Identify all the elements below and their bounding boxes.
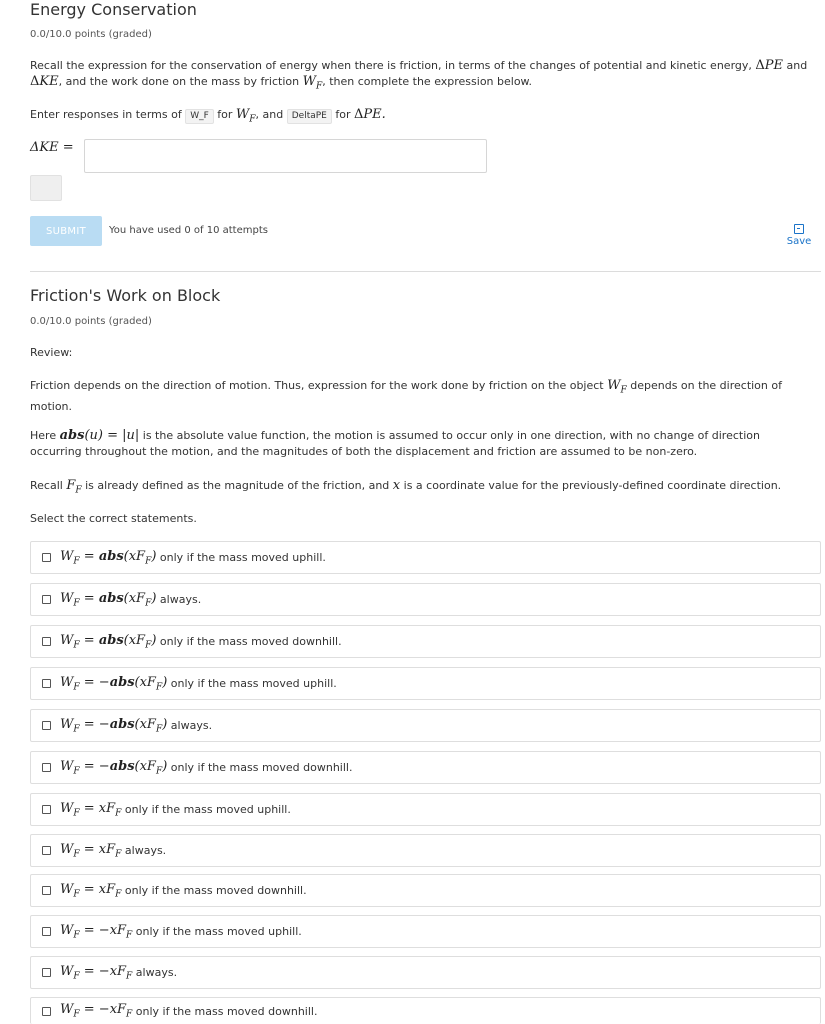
choice-option[interactable] — [30, 625, 821, 658]
problem-prompt: Recall the expression for the conservation of energy when there is friction, in terms of the changes of potential and kinetic energy, ΔPE and ΔKE, and the work done on the mass by friction $W_F$, then complete the expression below. — [30, 58, 808, 92]
choice-option[interactable] — [30, 709, 821, 742]
checkbox[interactable] — [42, 763, 51, 772]
checkbox[interactable] — [42, 805, 51, 814]
choice-option[interactable] — [30, 874, 821, 907]
checkbox[interactable] — [42, 968, 51, 977]
choice-option[interactable] — [30, 997, 821, 1024]
choice-text: always. — [135, 966, 178, 979]
choice-text: only if the mass moved uphill. — [170, 677, 337, 690]
choice-option[interactable] — [30, 667, 821, 700]
save-label: Save — [786, 236, 812, 247]
choice-text: always. — [124, 844, 167, 857]
choice-text: only if the mass moved downhill. — [159, 635, 342, 648]
code-w-f: W_F — [185, 109, 214, 124]
choice-text: only if the mass moved downhill. — [170, 761, 353, 774]
checkbox[interactable] — [42, 846, 51, 855]
choice-expression: $W_F = xF_F$ — [60, 800, 122, 819]
choice-text: only if the mass moved uphill. — [135, 925, 302, 938]
attempts-counter: You have used 0 of 10 attempts — [109, 225, 268, 236]
choice-text: only if the mass moved downhill. — [124, 884, 307, 897]
choice-expression: $W_F = -xF_F$ — [60, 922, 133, 941]
problem-title: Friction's Work on Block — [30, 286, 221, 305]
problem-title: Energy Conservation — [30, 0, 197, 19]
choice-expression: $W_F = -xF_F$ — [60, 963, 133, 982]
choice-expression: $W_F = -abs(xF_F)$ — [60, 674, 168, 693]
review-paragraph-2: Here abs(u) = |u| is the absolute value function, the motion is assumed to occur only in one direction, with no change of direction occurring throughout the motion, and the magnitudes of both the displacement and friction are assumed to be non-zero. — [30, 428, 760, 458]
choice-expression: $W_F = abs(xF_F)$ — [60, 632, 157, 651]
problem-divider — [30, 271, 821, 272]
choice-text: only if the mass moved uphill. — [159, 551, 326, 564]
problem-points: 0.0/10.0 points (graded) — [30, 316, 152, 327]
choice-option[interactable] — [30, 793, 821, 826]
choice-expression: $W_F = abs(xF_F)$ — [60, 590, 157, 609]
choice-text: always. — [159, 593, 202, 606]
review-paragraph-1: Friction depends on the direction of motion. Thus, expression for the work done by friction on the object $W_F$ depends on the direction of motion. — [30, 378, 782, 413]
choice-option[interactable] — [30, 751, 821, 784]
submit-button[interactable]: SUBMIT — [30, 216, 102, 246]
checkbox[interactable] — [42, 1007, 51, 1016]
save-button[interactable] — [784, 224, 814, 247]
choice-option[interactable] — [30, 541, 821, 574]
code-delta-pe: DeltaPE — [287, 109, 332, 124]
choice-expression: $W_F = -abs(xF_F)$ — [60, 758, 168, 777]
entry-instructions: Enter responses in terms of W_F for $W_F$, and DeltaPE for ΔPE. — [30, 107, 386, 125]
choice-text: only if the mass moved downhill. — [135, 1004, 318, 1018]
choice-option[interactable] — [30, 583, 821, 616]
choice-expression: $W_F = xF_F$ — [60, 881, 122, 900]
choice-text: always. — [170, 719, 213, 732]
choice-expression: $W_F = -xF_F$ — [60, 1002, 133, 1020]
review-label: Review: — [30, 346, 73, 359]
checkbox[interactable] — [42, 679, 51, 688]
select-instructions: Select the correct statements. — [30, 512, 197, 525]
checkbox[interactable] — [42, 927, 51, 936]
choice-expression: $W_F = abs(xF_F)$ — [60, 548, 157, 567]
checkbox[interactable] — [42, 553, 51, 562]
checkbox[interactable] — [42, 595, 51, 604]
choice-option[interactable] — [30, 834, 821, 867]
checkbox[interactable] — [42, 637, 51, 646]
checkbox[interactable] — [42, 886, 51, 895]
problem-points: 0.0/10.0 points (graded) — [30, 29, 152, 40]
save-icon — [794, 224, 804, 234]
delta-ke-input[interactable] — [84, 139, 487, 173]
choice-text: only if the mass moved uphill. — [124, 803, 291, 816]
choice-expression: $W_F = -abs(xF_F)$ — [60, 716, 168, 735]
review-paragraph-3: Recall $F_F$ is already defined as the magnitude of the friction, and x is a coordinate value for the previously-defined coordinate direction. — [30, 478, 782, 496]
checkbox[interactable] — [42, 721, 51, 730]
choice-expression: $W_F = xF_F$ — [60, 841, 122, 860]
choice-option[interactable] — [30, 956, 821, 989]
choice-option[interactable] — [30, 915, 821, 948]
math-preview-box — [30, 175, 62, 201]
answer-label: ΔKE = — [30, 140, 74, 155]
